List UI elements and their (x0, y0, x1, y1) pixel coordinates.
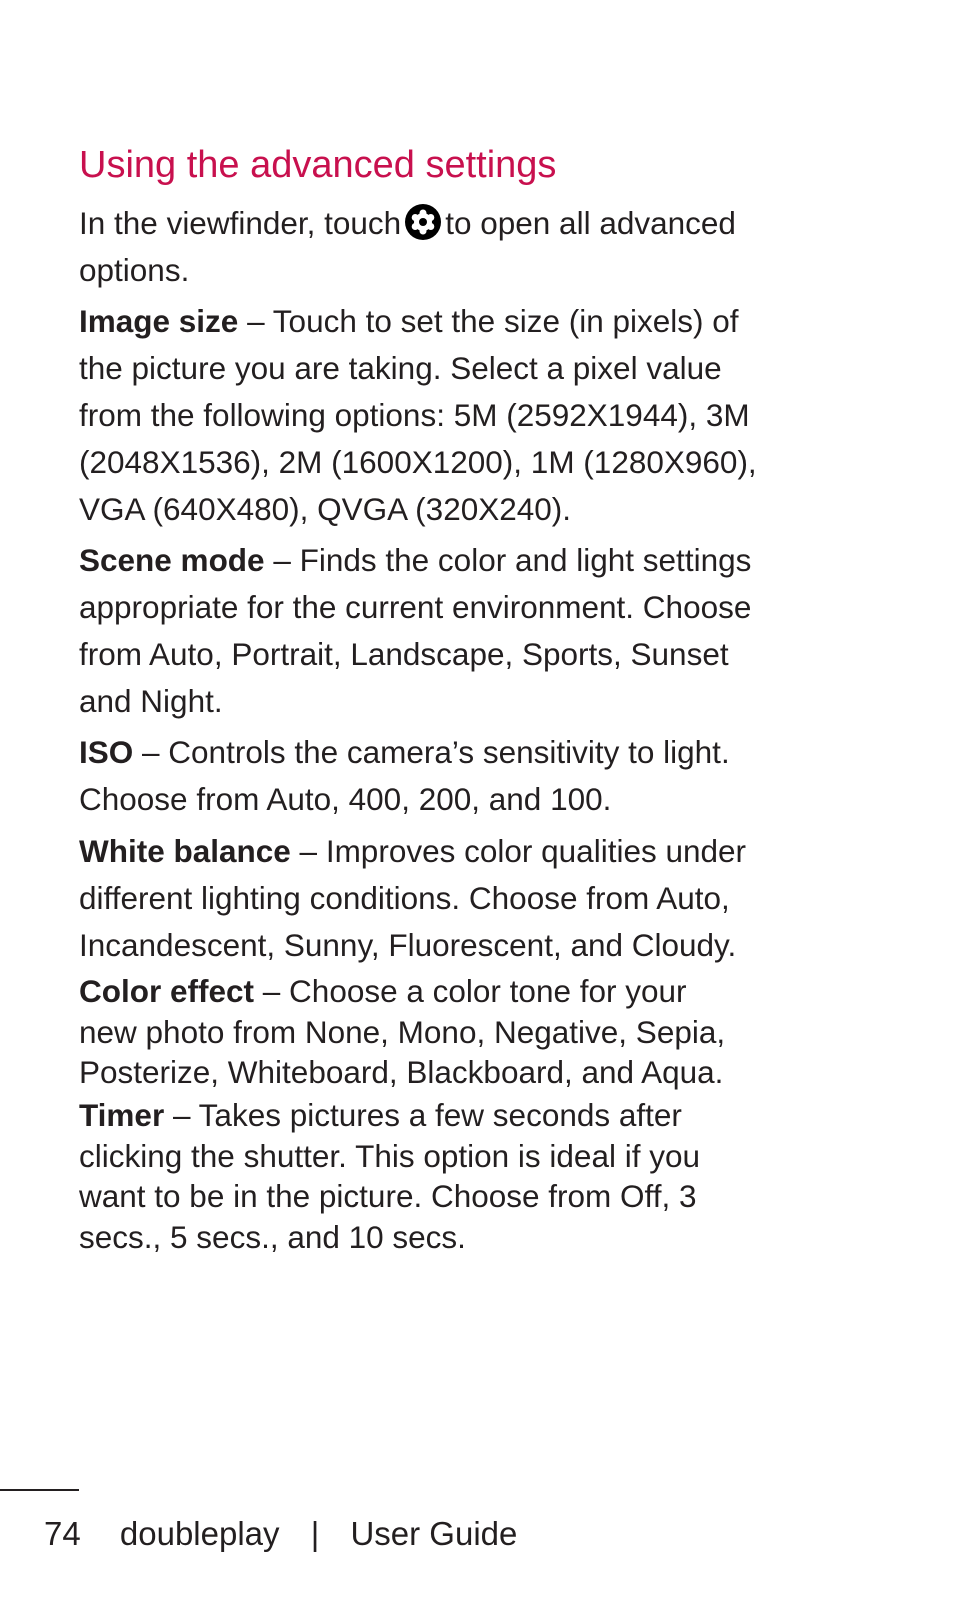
section-scene-mode (79, 537, 751, 725)
section-text: VGA (640X480), QVGA (320X240). (79, 491, 572, 527)
section-term: Color effect (79, 973, 255, 1009)
section-text: Posterize, Whiteboard, Blackboard, and Aqua. (79, 1054, 724, 1090)
section-term: Image size (79, 303, 239, 339)
product-name: doubleplay (119, 1515, 280, 1552)
section-text: – Controls the camera’s sensitivity to light. (133, 734, 730, 770)
section-term: White balance (79, 833, 291, 869)
section-text: and Night. (79, 683, 223, 719)
intro-text: In the viewfinder, touch (79, 205, 402, 241)
section-text: want to be in the picture. Choose from Off, 3 (79, 1178, 697, 1214)
section-color-effect (79, 971, 725, 1093)
section-term: Scene mode (79, 542, 265, 578)
intro-text: options. (79, 252, 190, 288)
section-term: Timer (79, 1097, 165, 1133)
section-text: different lighting conditions. Choose from Auto, (79, 880, 730, 916)
section-text: – Finds the color and light settings (264, 542, 752, 578)
section-text: – Touch to set the size (in pixels) of (238, 303, 739, 339)
section-image-size (79, 298, 757, 533)
section-text: secs., 5 secs., and 10 secs. (79, 1218, 466, 1255)
section-text: Incandescent, Sunny, Fluorescent, and Cloudy. (79, 927, 737, 963)
section-text: Choose from Auto, 400, 200, and 100. (79, 781, 612, 817)
guide-title: User Guide (350, 1515, 518, 1552)
gear-icon (405, 204, 441, 240)
section-text: new photo from None, Mono, Negative, Sepia, (79, 1013, 726, 1050)
section-timer (79, 1095, 700, 1257)
section-text: the picture you are taking. Select a pixel value (79, 350, 722, 386)
intro-text: to open all advanced (445, 205, 736, 241)
section-text: from Auto, Portrait, Landscape, Sports, Sunset (79, 636, 729, 672)
intro-paragraph (79, 200, 736, 294)
section-text: – Takes pictures a few seconds after (164, 1097, 682, 1133)
page-footer (44, 1512, 517, 1556)
section-text: clicking the shutter. This option is ideal if you (79, 1137, 701, 1174)
section-text: (2048X1536), 2M (1600X1200), 1M (1280X960), (79, 444, 757, 480)
page-number: 74 (44, 1515, 81, 1552)
section-iso (79, 729, 730, 823)
section-text: – Choose a color tone for your (254, 973, 687, 1009)
section-text: appropriate for the current environment. Choose (79, 589, 752, 625)
section-white-balance (79, 828, 746, 969)
footer-separator: | (310, 1515, 320, 1552)
section-text: from the following options: 5M (2592X1944), 3M (79, 397, 750, 433)
page-heading: Using the advanced settings (79, 144, 557, 186)
section-term: ISO (79, 734, 134, 770)
section-text: – Improves color qualities under (290, 833, 747, 869)
footer-rule (0, 1489, 79, 1491)
